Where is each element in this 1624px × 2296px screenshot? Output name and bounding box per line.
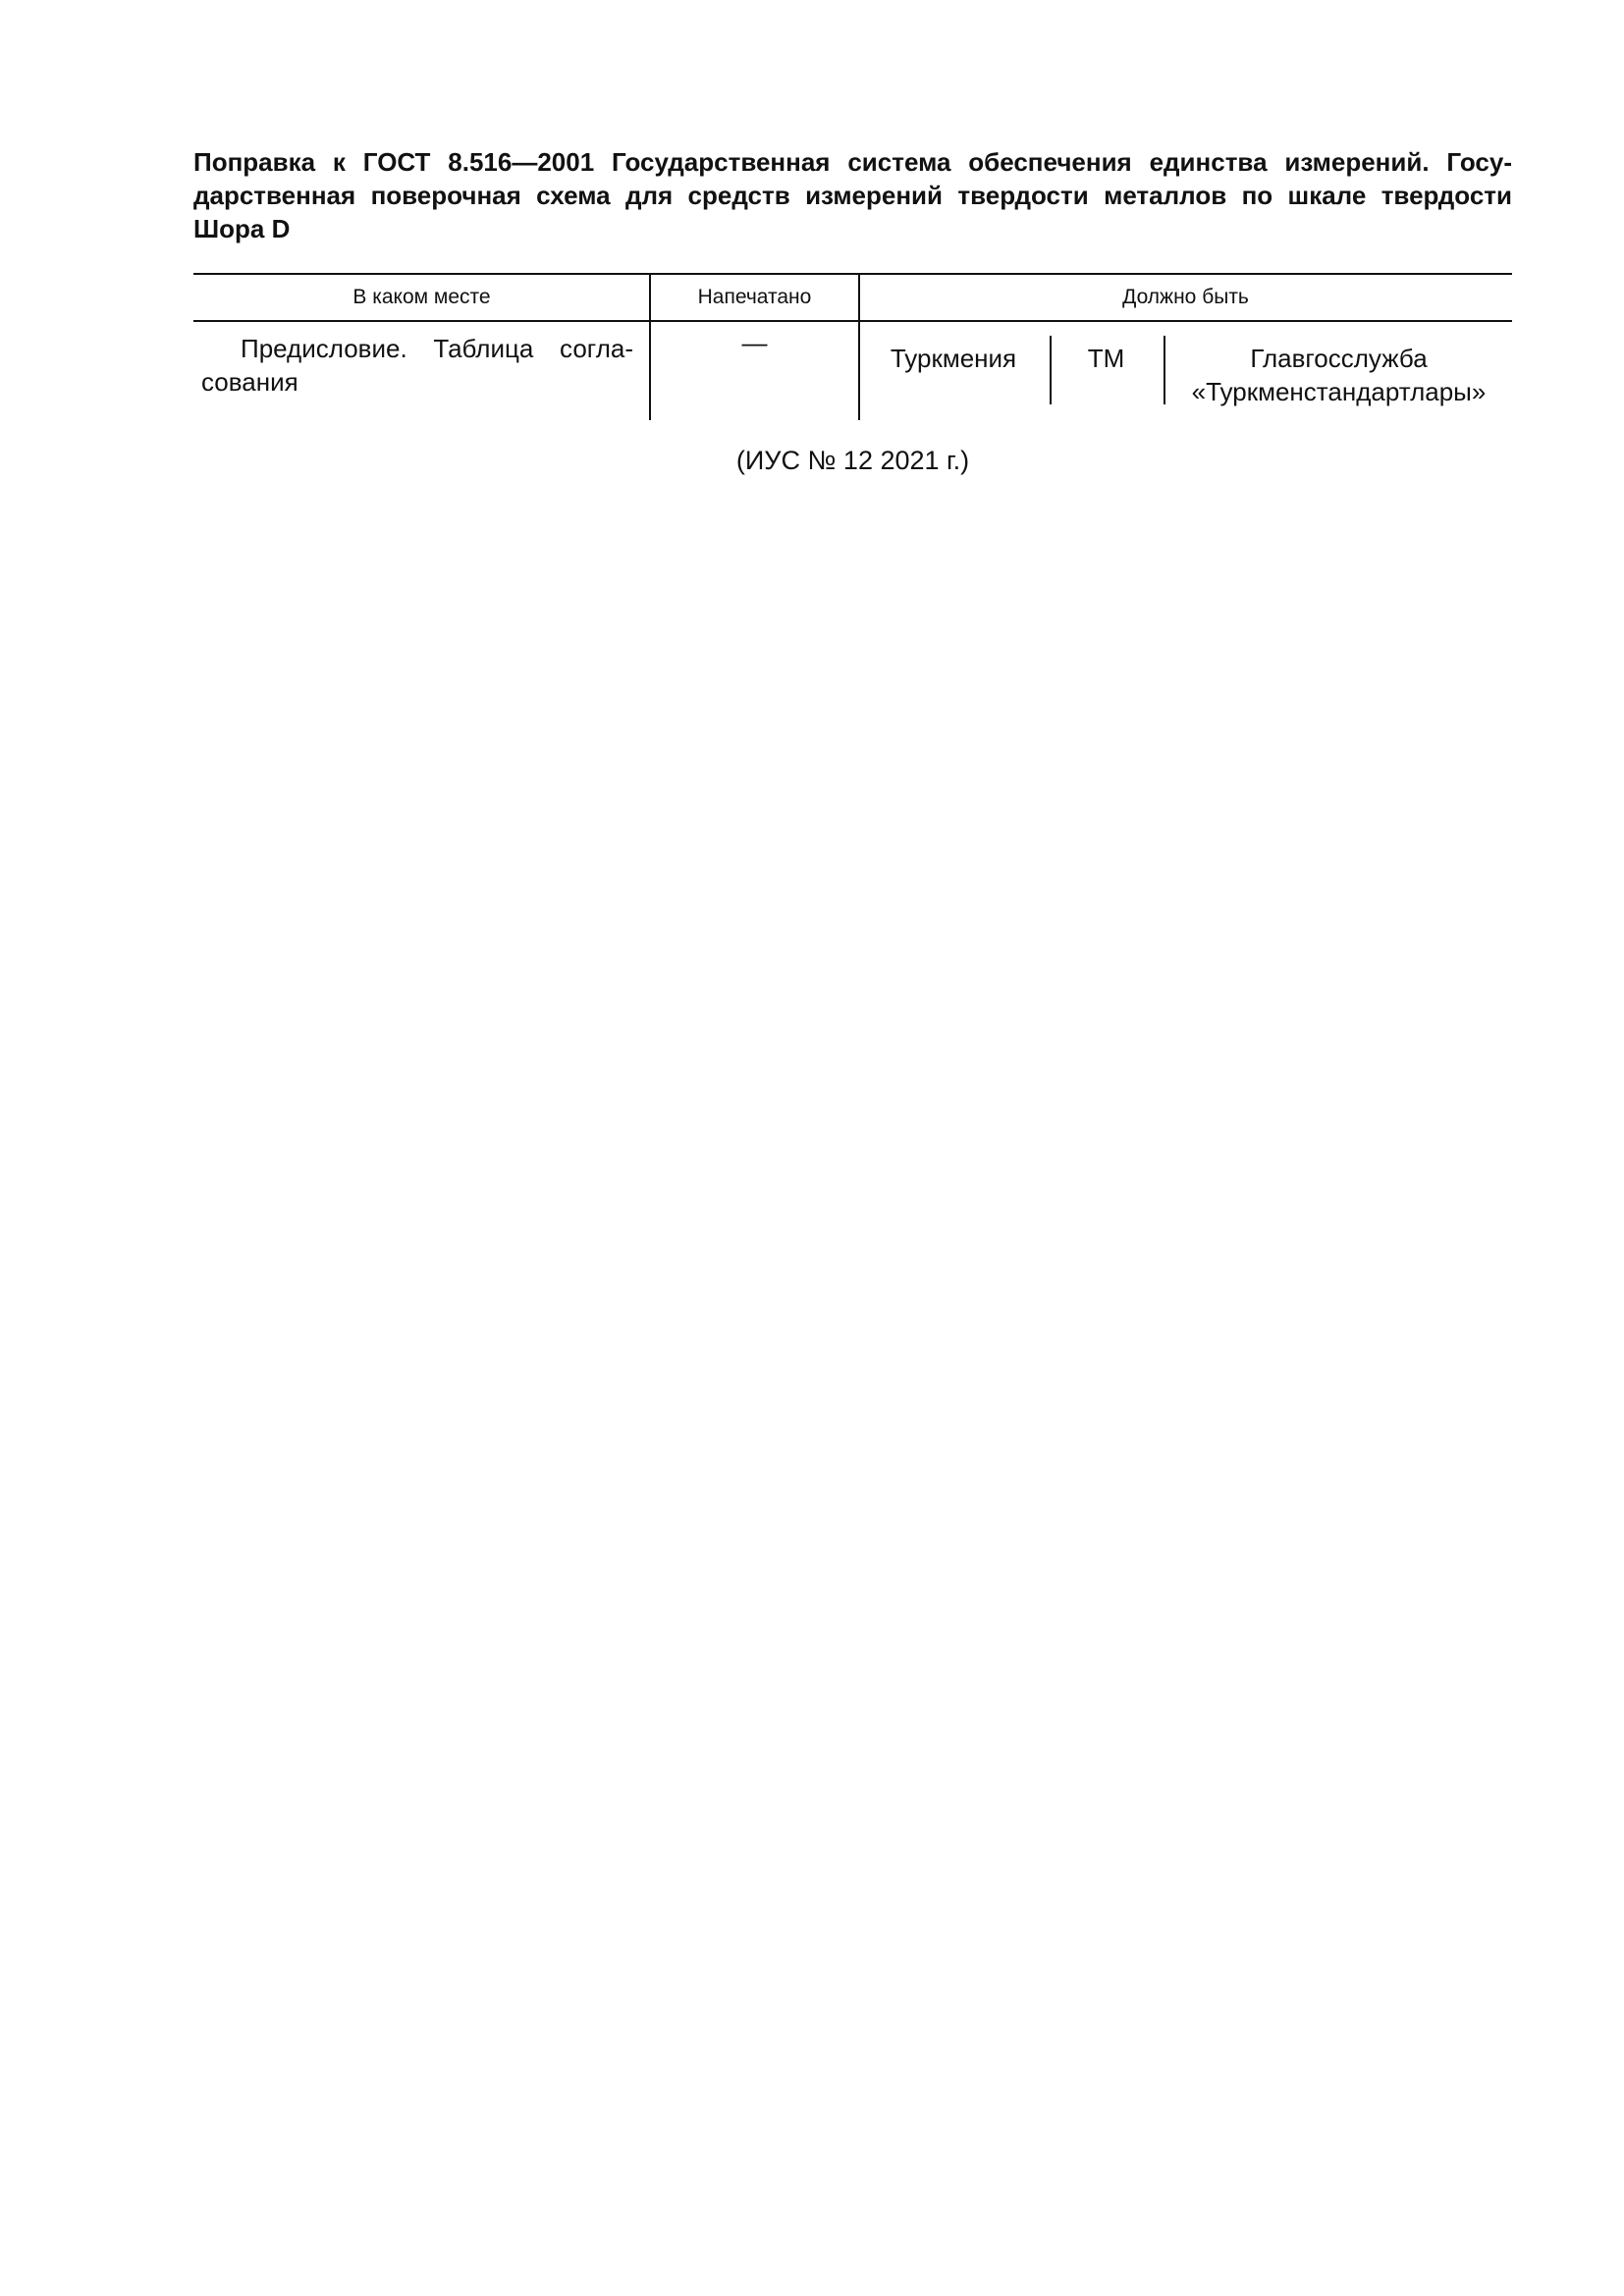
title-line-1: Поправка к ГОСТ 8.516—2001 Государственная система обеспечения единства измерений. Госу- (193, 147, 1512, 177)
row-organization-line-1: Главгосслужба (1250, 344, 1428, 373)
document-page (193, 145, 1512, 475)
header-where: В каком месте (352, 286, 491, 308)
document-title (193, 145, 1512, 245)
title-line-2: дарственная поверочная схема для средств измерений твердости металлов по шкале твердости (193, 181, 1512, 210)
row-printed: — (741, 328, 768, 357)
publication-reference: (ИУС № 12 2021 г.) (735, 446, 970, 475)
row-organization-line-2: «Туркменстандартлары» (1191, 377, 1487, 406)
row-divider-2 (858, 322, 860, 420)
row-organization (1165, 342, 1512, 408)
row-country-code: TM (1087, 344, 1125, 373)
row-where (201, 332, 633, 399)
header-divider-1 (649, 275, 651, 320)
row-where-line-1: Предисловие. Таблица согла- (241, 334, 633, 363)
table-row (193, 322, 1512, 420)
row-where-line-2: сования (201, 367, 298, 397)
row-divider-1 (649, 322, 651, 420)
amendment-table (193, 273, 1512, 420)
row-divider-3 (1050, 336, 1052, 404)
header-divider-2 (858, 275, 860, 320)
row-country: Туркмения (890, 344, 1017, 373)
header-printed: Напечатано (697, 286, 812, 308)
header-should-be: Должно быть (1122, 286, 1249, 308)
row-divider-4 (1164, 336, 1165, 404)
title-line-3: Шора D (193, 214, 291, 243)
table-header (193, 273, 1512, 322)
